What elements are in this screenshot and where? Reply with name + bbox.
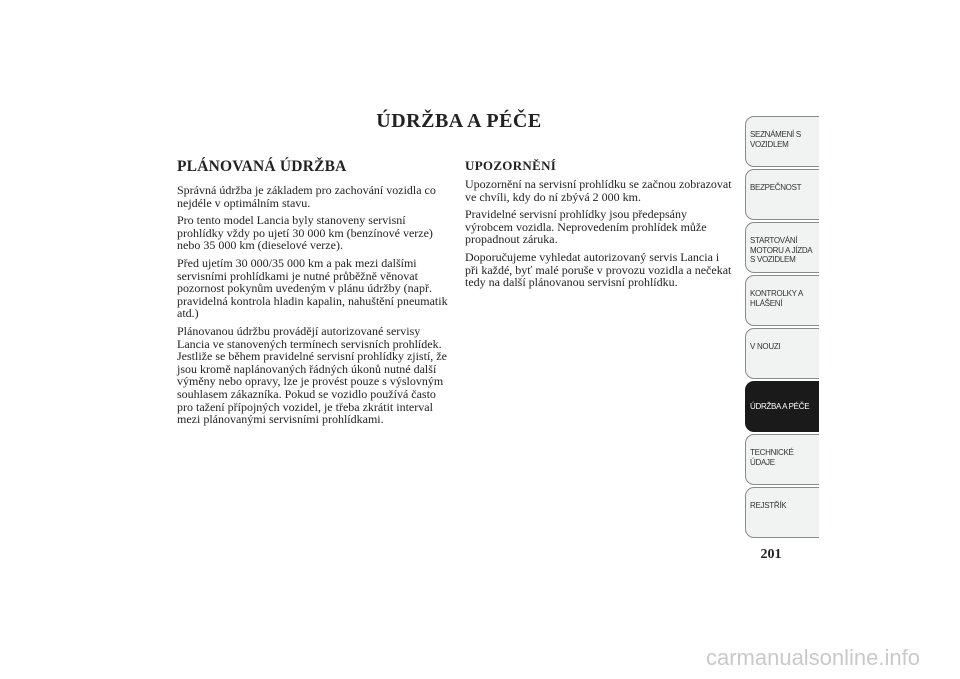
chapter-tabs [745, 116, 819, 540]
tab-starting-and-driving[interactable]: STARTOVÁNÍ MOTORU A JÍZDA S VOZIDLEM [745, 222, 819, 273]
section-heading-warning: UPOZORNĚNÍ [465, 158, 557, 173]
page-number: 201 [760, 547, 782, 562]
left-column [177, 158, 452, 431]
chapter-title: ÚDRŽBA A PÉČE [376, 110, 542, 132]
tab-index[interactable]: REJSTŘÍK [745, 487, 819, 538]
paragraph: Před ujetím 30 000/35 000 km a pak mezi dalšími servisními prohlídkami je nutné průběžně věnovat pozornost pokynům uvedeným v plánu údržby (např. pravidelná kontrola hladin kapalin, nahuštění pneumatik atd.) [177, 255, 448, 321]
tab-technical-data[interactable]: TECHNICKÉ ÚDAJE [745, 434, 819, 485]
tab-vehicle-introduction[interactable]: SEZNÁMENÍ S VOZIDLEM [745, 116, 819, 167]
right-column [465, 158, 733, 294]
paragraph: Doporučujeme vyhledat autorizovaný servis Lancia i při každé, byť malé poruše v provozu vozidla a nečekat tedy na další plánovanou servisní prohlídku. [465, 249, 732, 290]
paragraph: Pro tento model Lancia byly stanoveny servisní prohlídky vždy po ujetí 30 000 km (benzínové verze) nebo 35 000 km (dieselové verze). [177, 213, 433, 253]
paragraph: Upozornění na servisní prohlídku se začnou zobrazovat ve chvíli, kdy do ní zbývá 2 000 km. [465, 177, 732, 204]
tab-maintenance-and-care[interactable]: ÚDRŽBA A PÉČE [745, 381, 819, 432]
tab-safety[interactable]: BEZPEČNOST [745, 169, 819, 220]
watermark: carmanualsonline.info [705, 645, 920, 670]
paragraph: Správná údržba je základem pro zachování vozidla co nejdéle v optimálním stavu. [177, 183, 436, 210]
paragraph: Plánovanou údržbu provádějí autorizované servisy Lancia ve stanovených termínech servisních prohlídek. Jestliže se během pravidelné servisní prohlídky zjistí, že jsou kromě naplánovaných řádných úkonů nutné další výměny nebo opravy, lze je provést pouze s výslovným souhlasem zákazníka. Pokud se vozidlo používá často pro tažení přípojných vozidel, je třeba zkrátit interval mezi plánovanými servisními prohlídkami. [177, 323, 447, 427]
paragraph: Pravidelné servisní prohlídky jsou předepsány výrobcem vozidla. Neprovedením prohlídek může propadnout záruka. [465, 207, 707, 247]
tab-warning-lights[interactable]: KONTROLKY A HLÁŠENÍ [745, 275, 819, 326]
tab-emergency[interactable]: V NOUZI [745, 328, 819, 379]
section-heading-planned-maintenance: PLÁNOVANÁ ÚDRŽBA [177, 158, 347, 175]
